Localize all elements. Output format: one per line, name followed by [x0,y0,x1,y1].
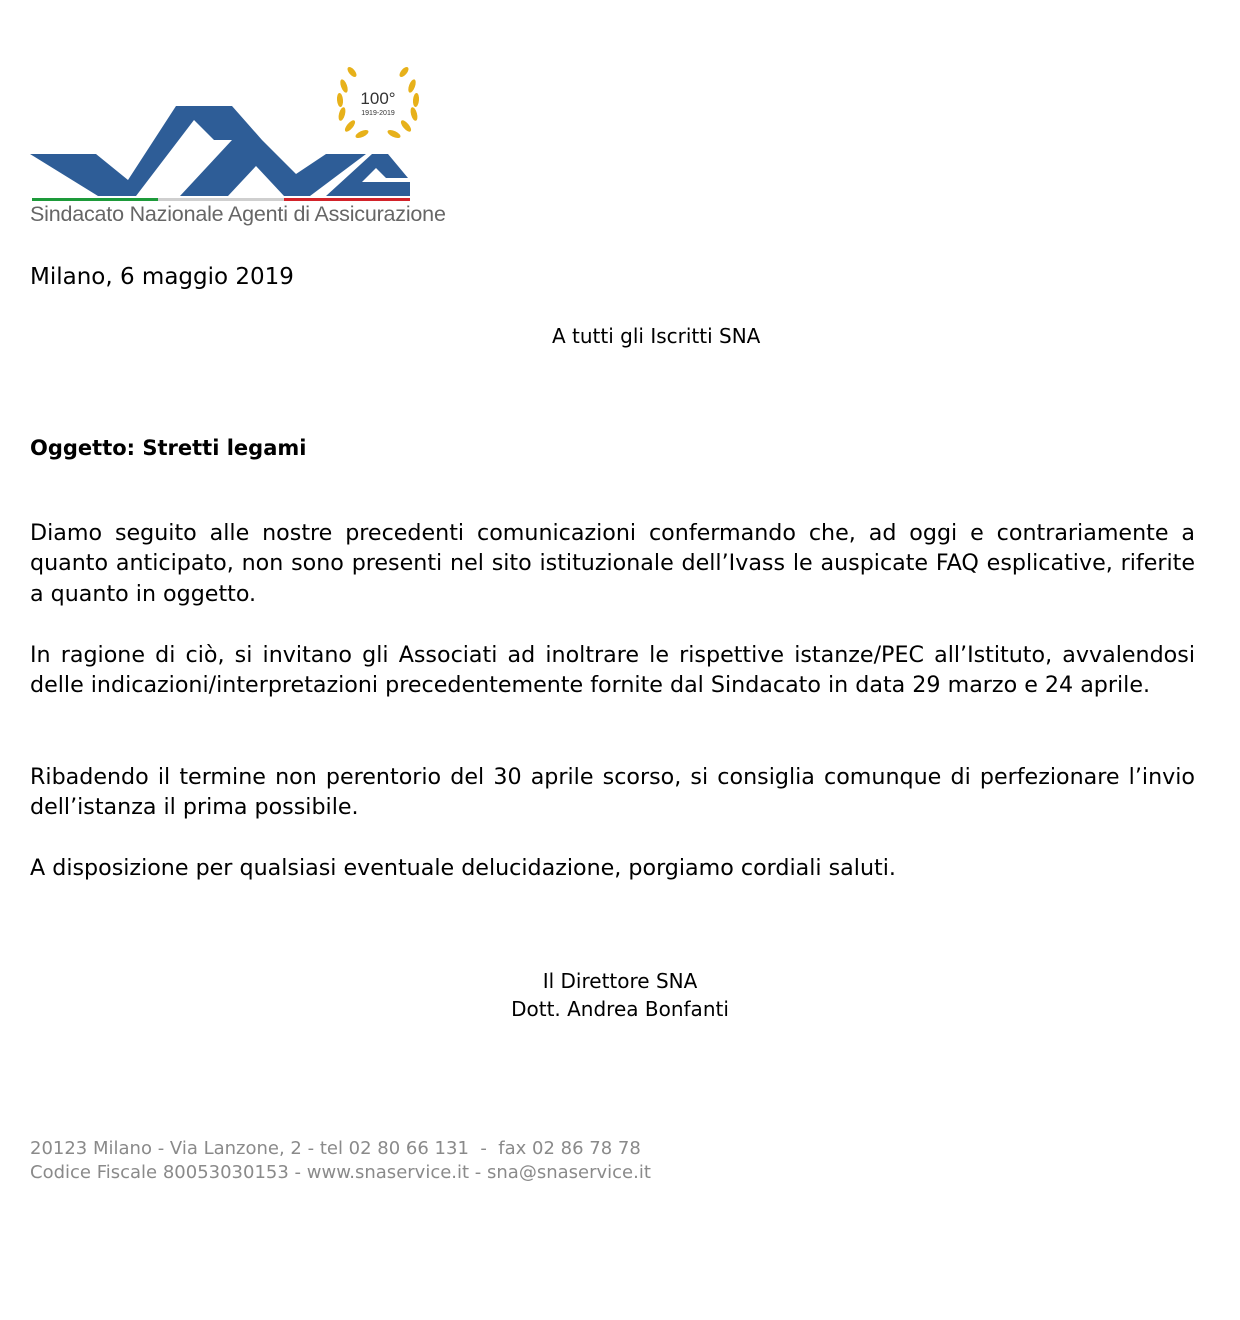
anniversary-years: 1919-2019 [361,110,395,117]
anniversary-badge [336,65,419,139]
anniversary-number: 100° [360,89,396,108]
paragraph-3: Ribadendo il termine non perentorio del 30 aprile scorso, si consiglia comunque di perfezionare l’invio dell’istanza il prima possibile. [30,764,1195,821]
place-date: Milano, 6 maggio 2019 [30,264,294,290]
flag-stripe [32,198,410,201]
paragraph-2: In ragione di ciò, si invitano gli Associati ad inoltrare le rispettive istanze/PEC all’Istituto, avvalendosi delle indicazioni/interpretazioni precedentemente fornite dal Sindacato in data 29 marzo e 24 aprile. [30,642,1195,699]
sna-logo-mark [30,106,410,196]
paragraph-4: A disposizione per qualsiasi eventuale delucidazione, porgiamo cordiali saluti. [30,855,896,881]
signature-title: Il Direttore SNA [542,969,698,993]
footer-address: 20123 Milano - Via Lanzone, 2 - tel 02 80 66 131 - fax 02 86 78 78 [30,1138,641,1159]
subject-line: Oggetto: Stretti legami [30,436,307,460]
recipient: A tutti gli Iscritti SNA [552,324,761,348]
footer-contacts: Codice Fiscale 80053030153 - www.snaservice.it - sna@snaservice.it [30,1162,651,1183]
organization-name: Sindacato Nazionale Agenti di Assicurazione [30,202,446,226]
signature-name: Dott. Andrea Bonfanti [511,997,729,1021]
paragraph-1: Diamo seguito alle nostre precedenti comunicazioni confermando che, ad oggi e contrariamente a quanto anticipato, non sono presenti nel sito istituzionale dell’Ivass le auspicate FAQ esplicative, riferite a quanto in oggetto. [30,520,1195,607]
